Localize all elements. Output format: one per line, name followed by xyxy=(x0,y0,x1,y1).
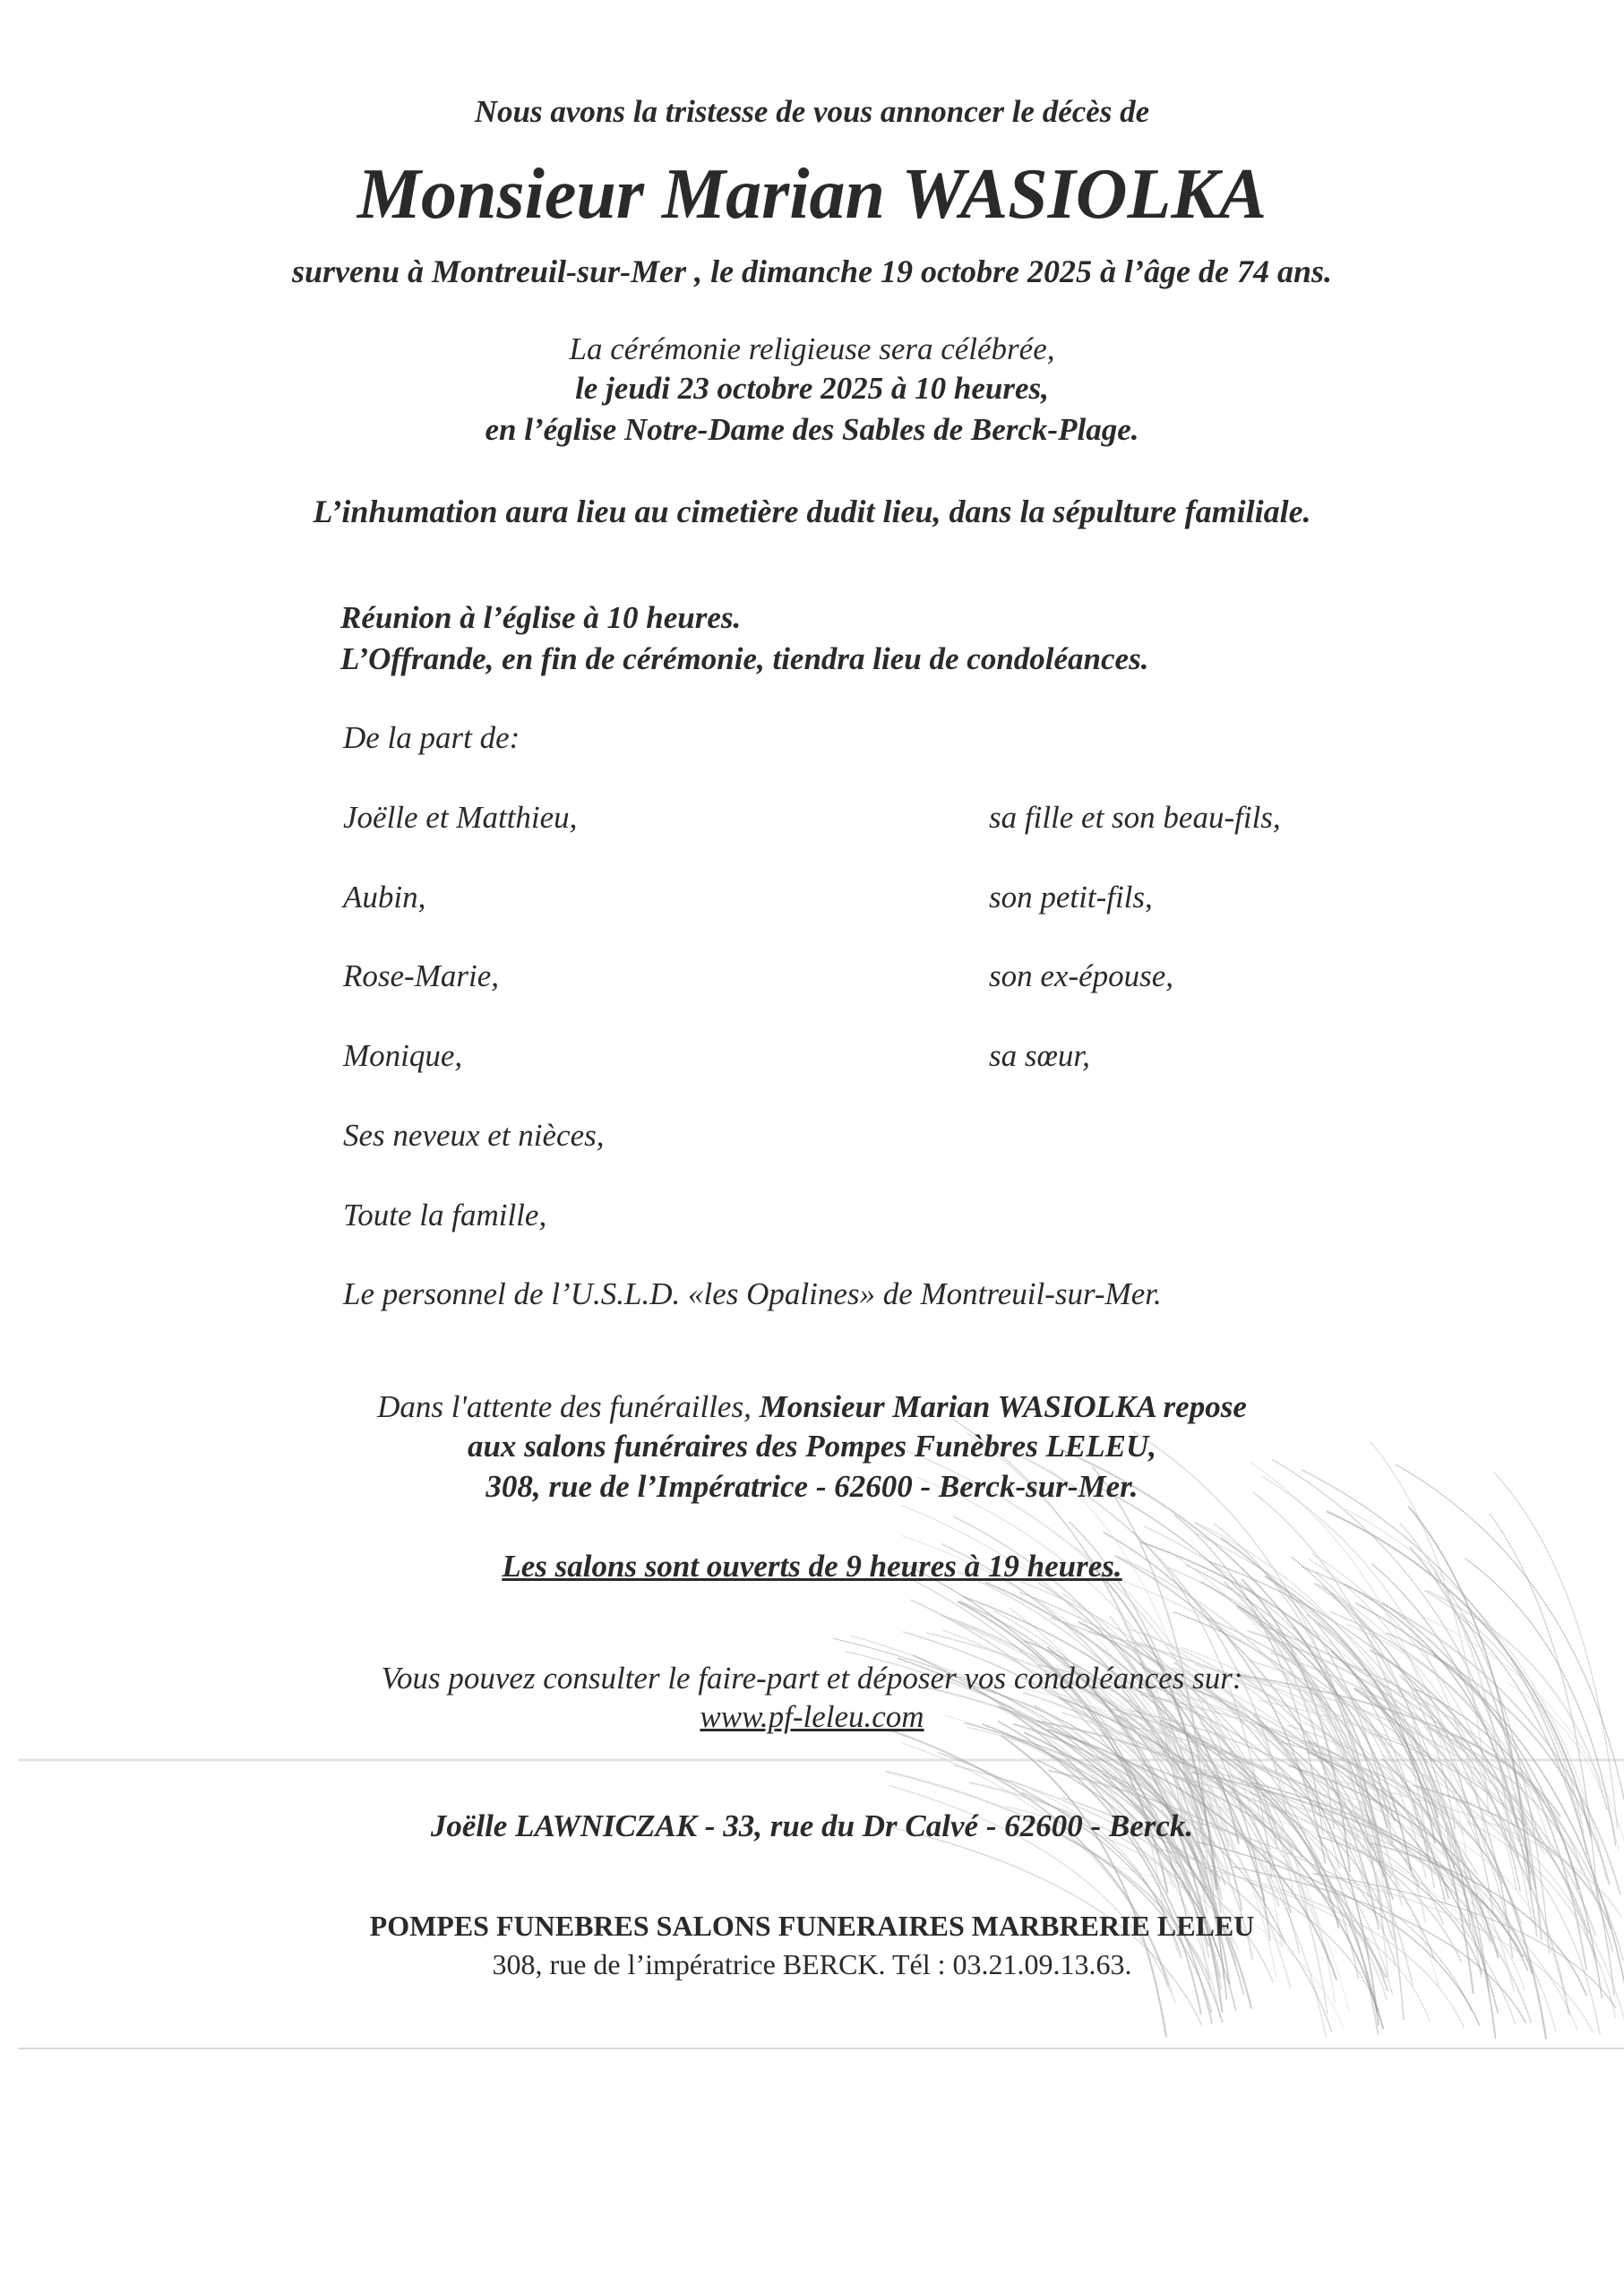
intro-text: Nous avons la tristesse de vous annoncer le décès de xyxy=(474,94,1150,129)
grass-blade xyxy=(1113,1865,1344,2027)
repose-prefix: Dans l'attente des funérailles, xyxy=(377,1389,760,1424)
salon-hours xyxy=(0,1549,1624,1584)
family-relation: son petit-fils, xyxy=(989,880,1153,915)
repose-name: Monsieur Marian WASIOLKA repose xyxy=(759,1389,1247,1424)
company-name: POMPES FUNEBRES SALONS FUNERAIRES MARBRERIE LELEU xyxy=(369,1910,1255,1942)
consult-text: Vous pouvez consulter le faire-part et déposer vos condoléances sur: xyxy=(381,1661,1243,1696)
burial-text: L’inhumation aura lieu au cimetière dudit lieu, dans la sépulture familiale. xyxy=(313,494,1311,529)
family-name: Aubin, xyxy=(343,880,426,915)
repose-line-3: 308, rue de l’Impératrice - 62600 - Berck-sur-Mer. xyxy=(485,1469,1139,1504)
family-name: Ses neveux et nièces, xyxy=(343,1118,605,1153)
from-label: De la part de: xyxy=(343,720,520,755)
death-details: survenu à Montreuil-sur-Mer , le dimanche 19 octobre 2025 à l’âge de 74 ans. xyxy=(291,253,1333,289)
meeting-text: Réunion à l’église à 10 heures. xyxy=(340,600,742,635)
family-relation: son ex-épouse, xyxy=(989,958,1174,993)
website-link-row xyxy=(0,1699,1624,1735)
family-name: Le personnel de l’U.S.L.D. «les Opalines» de Montreuil-sur-Mer. xyxy=(343,1276,1162,1311)
ceremony-line-1: La cérémonie religieuse sera célébrée, xyxy=(569,331,1055,366)
family-relation: sa fille et son beau-fils, xyxy=(989,800,1281,835)
deceased-name: Monsieur Marian WASIOLKA xyxy=(357,155,1267,234)
family-name: Rose-Marie, xyxy=(343,958,499,993)
repose-line-2: aux salons funéraires des Pompes Funèbres LELEU, xyxy=(467,1429,1157,1464)
family-name: Toute la famille, xyxy=(343,1198,547,1232)
ceremony-line-2: le jeudi 23 octobre 2025 à 10 heures, xyxy=(575,371,1049,406)
family-name: Joëlle et Matthieu, xyxy=(343,800,578,835)
offering-text: L’Offrande, en fin de cérémonie, tiendra lieu de condoléances. xyxy=(340,641,1149,676)
grass-blade xyxy=(1494,1473,1618,1829)
company-address: 308, rue de l’impératrice BERCK. Tél : 03.21.09.13.63. xyxy=(492,1948,1132,1980)
ceremony-line-3: en l’église Notre-Dame des Sables de Berck-Plage. xyxy=(485,412,1139,447)
website-link[interactable]: www.pf-leleu.com xyxy=(700,1699,924,1734)
family-name: Monique, xyxy=(343,1038,463,1073)
repose-line-1 xyxy=(0,1389,1624,1425)
salon-hours-text: Les salons sont ouverts de 9 heures à 19 heures. xyxy=(502,1549,1122,1584)
contact-address: Joëlle LAWNICZAK - 33, rue du Dr Calvé - 62600 - Berck. xyxy=(430,1808,1194,1843)
family-relation: sa sœur, xyxy=(989,1038,1090,1073)
